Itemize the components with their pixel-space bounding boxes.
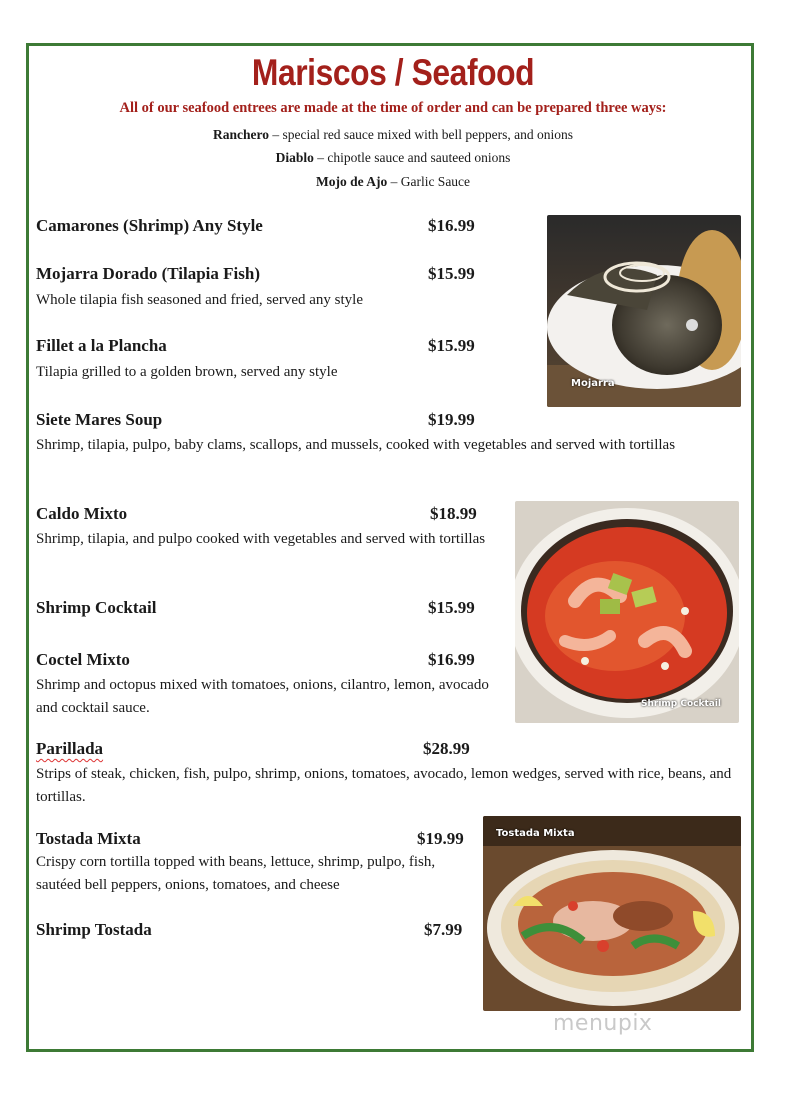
style-name: Mojo de Ajo <box>315 174 388 189</box>
shrimp-cocktail-photo <box>515 501 739 723</box>
item-name-fillet: Fillet a la Plancha <box>36 336 167 355</box>
item-desc-mojarra: Whole tilapia fish seasoned and fried, served any style <box>36 292 363 308</box>
item-price-shrimp-cocktail: $15.99 <box>428 598 475 617</box>
style-name: Diablo <box>275 150 314 165</box>
shrimp-cocktail-caption: Shrimp Cocktail <box>641 699 722 709</box>
item-name-mojarra: Mojarra Dorado (Tilapia Fish) <box>36 264 260 283</box>
style-desc: – Garlic Sauce <box>387 174 471 189</box>
watermark-logo: menupix <box>553 1011 653 1036</box>
menu-title: Mariscos / Seafood <box>251 52 535 93</box>
item-price-camarones: $16.99 <box>428 216 475 235</box>
item-name-shrimp-cocktail: Shrimp Cocktail <box>36 598 157 617</box>
item-price-parillada: $28.99 <box>423 739 470 758</box>
style-mojo <box>0 174 786 190</box>
item-price-coctel-mixto: $16.99 <box>428 650 475 669</box>
item-desc-coctel-mixto: Shrimp and octopus mixed with tomatoes, onions, cilantro, lemon, avocado and cocktail sauce. <box>36 677 489 716</box>
tostada-photo <box>483 816 741 1011</box>
item-name-coctel-mixto: Coctel Mixto <box>36 650 130 669</box>
item-price-siete-mares: $19.99 <box>428 410 475 429</box>
item-desc-fillet: Tilapia grilled to a golden brown, served any style <box>36 364 338 380</box>
style-diablo <box>0 150 786 166</box>
item-desc-siete-mares: Shrimp, tilapia, pulpo, baby clams, scallops, and mussels, cooked with vegetables and served with tortillas <box>36 437 676 453</box>
item-desc-caldo-mixto: Shrimp, tilapia, and pulpo cooked with vegetables and served with tortillas <box>36 531 486 547</box>
shrimp-cocktail-image <box>515 501 739 723</box>
item-name-caldo-mixto: Caldo Mixto <box>36 504 128 523</box>
style-desc: – chipotle sauce and sauteed onions <box>313 150 511 165</box>
mojarra-photo <box>547 215 741 407</box>
item-name-tostada-mixta: Tostada Mixta <box>36 829 141 848</box>
tostada-image <box>483 816 741 1011</box>
item-price-caldo-mixto: $18.99 <box>430 504 477 523</box>
item-price-shrimp-tostada: $7.99 <box>424 920 463 939</box>
style-name: Ranchero <box>212 127 269 142</box>
item-name-shrimp-tostada: Shrimp Tostada <box>36 920 152 939</box>
item-name-camarones: Camarones (Shrimp) Any Style <box>36 216 263 235</box>
item-price-mojarra: $15.99 <box>428 264 475 283</box>
item-name-siete-mares: Siete Mares Soup <box>36 410 163 429</box>
item-price-tostada-mixta: $19.99 <box>417 829 464 848</box>
style-ranchero <box>0 127 786 143</box>
tostada-caption: Tostada Mixta <box>496 828 575 839</box>
item-name-parillada: Parillada <box>36 739 104 758</box>
item-desc-tostada-mixta: Crispy corn tortilla topped with beans, lettuce, shrimp, pulpo, fish, sautéed bell peppers, onions, tomatoes, and cheese <box>36 854 436 893</box>
mojarra-caption: Mojarra <box>571 378 615 389</box>
menu-subtitle: All of our seafood entrees are made at the time of order and can be prepared three ways: <box>119 100 667 116</box>
item-desc-parillada: Strips of steak, chicken, fish, pulpo, shrimp, onions, tomatoes, avocado, lemon wedges, served with rice, beans, and tortillas. <box>36 766 732 805</box>
item-price-fillet: $15.99 <box>428 336 475 355</box>
style-desc: – special red sauce mixed with bell peppers, and onions <box>268 127 574 142</box>
